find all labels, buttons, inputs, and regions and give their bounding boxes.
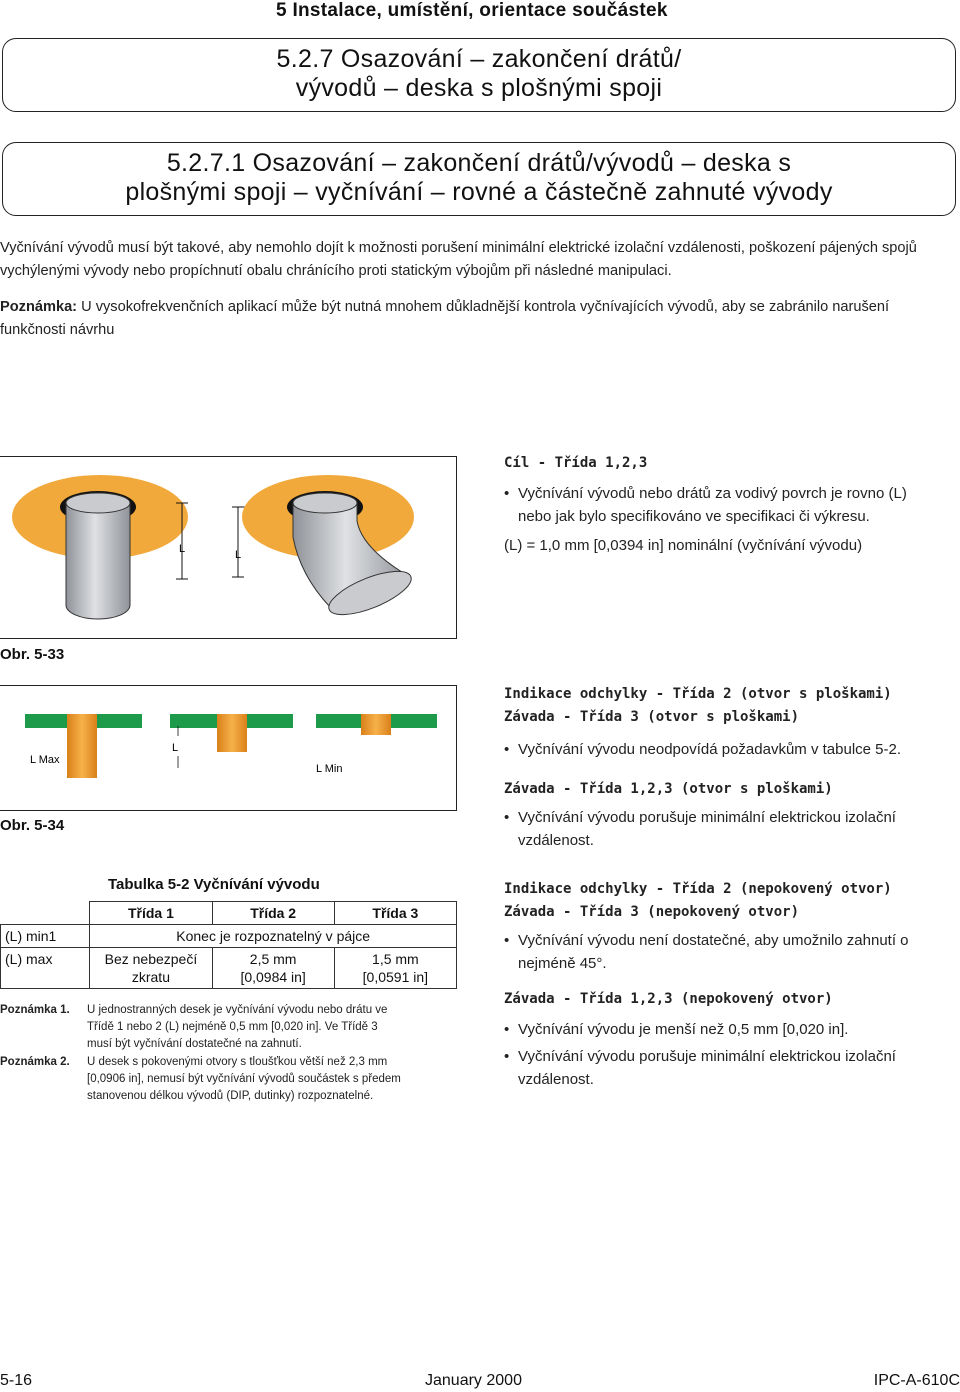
footer-doc: IPC-A-610C	[873, 1372, 960, 1389]
section-title	[3, 45, 955, 103]
block3-heading1: Indikace odchylky - Třída 2 (nepokovený otvor)	[504, 881, 892, 897]
figure-5-34-caption: Obr. 5-34	[0, 817, 65, 834]
bent-lead-top	[293, 493, 357, 513]
block3-bullet1: • Vyčnívání vývodu není dostatečné, aby umožnilo zahnutí o	[504, 932, 909, 949]
note-text: U vysokofrekvenčních aplikací může být nutná mnohem důkladnější kontrola vyčnívajících vývodů, aby se zabránilo narušení funkčnosti návrhu	[0, 299, 890, 338]
intro-paragraph: Vyčnívání vývodů musí být takové, aby nemohlo dojít k možnosti porušení minimální elektrické izolační vzdálenosti, poškození pájených spojů vychýlenými vývody nebo propíchnutí obalu chránícího proti statickým výbojům při následné manipulaci.	[0, 240, 917, 279]
subsection-title-box	[2, 142, 956, 216]
row1-value: Konec je rozpoznatelný v pájce	[90, 925, 457, 948]
block3-heading3: Závada - Třída 1,2,3 (nepokovený otvor)	[504, 991, 833, 1007]
target-heading: Cíl - Třída 1,2,3	[504, 455, 648, 471]
block2-bullet2: • Vyčnívání vývodu porušuje minimální elektrickou izolační	[504, 809, 896, 826]
target-formula: (L) = 1,0 mm [0,0394 in] nominální (vyčnívání vývodu)	[504, 537, 863, 554]
block2-bullet1: • Vyčnívání vývodu neodpovídá požadavkům v tabulce 5-2.	[504, 741, 902, 758]
table-5-2	[0, 901, 457, 989]
block2-bullet2-cont: vzdálenost.	[518, 832, 594, 849]
label-L-left: L	[179, 543, 186, 555]
block3-bullet3-cont: vzdálenost.	[518, 1071, 594, 1088]
section-title-line1: 5.2.7 Osazování – zakončení drátů/	[276, 45, 682, 73]
block3-bullet1-cont: nejméně 45°.	[518, 955, 607, 972]
lead-long	[67, 714, 97, 778]
subsection-title-line2: plošnými spoji – vyčnívání – rovné a částečně zahnuté vývody	[125, 178, 833, 206]
label-L-right: L	[235, 549, 242, 561]
footer-page: 5-16	[0, 1372, 33, 1389]
target-bullet-cont: nebo jak bylo specifikováno ve specifikaci či výkresu.	[518, 508, 870, 525]
target-block	[504, 455, 954, 557]
label-L-mid: L	[172, 742, 179, 754]
straight-lead-top	[66, 493, 130, 513]
block2-heading2: Závada - Třída 3 (otvor s ploškami)	[504, 709, 800, 725]
table-note-1: Poznámka 1. U jednostranných desek je vyčnívání vývodu nebo drátu ve Třídě 1 nebo 2 (L) nejméně 0,5 mm [0,020 in]. Ve Třídě 3 musí být vyčnívání dostatečné na zahnutí.	[0, 1004, 388, 1050]
figure-5-33-caption: Obr. 5-33	[0, 646, 65, 663]
figure-5-33-drawing	[0, 457, 456, 638]
subsection-title	[3, 149, 955, 207]
lead-short	[361, 714, 391, 735]
section-title-line2: vývodů – deska s plošnými spoji	[295, 74, 663, 102]
figure-5-34-drawing	[0, 686, 456, 810]
row1-label: (L) min1	[1, 925, 90, 948]
table-note-2: Poznámka 2. U desek s pokovenými otvory s tloušťkou větší než 2,3 mm [0,0906 in], nemusí být vyčnívání vývodů součástek s předem stanovenou délkou vývodů (DIP, dutinky) rozpoznatelné.	[0, 1056, 401, 1102]
chapter-header: 5 Instalace, umístění, orientace součástek	[276, 0, 668, 21]
figure-5-34	[0, 685, 457, 811]
deviation-block-unplated	[504, 878, 954, 1091]
intro-note	[0, 296, 955, 342]
block2-heading1: Indikace odchylky - Třída 2 (otvor s ploškami)	[504, 686, 892, 702]
row2-class3: 1,5 mm [0,0591 in]	[334, 948, 456, 989]
row2-class2: 2,5 mm [0,0984 in]	[212, 948, 334, 989]
header-class3: Třída 3	[334, 902, 456, 925]
deviation-block-plated	[504, 683, 954, 852]
footer-date: January 2000	[425, 1372, 522, 1389]
figure-5-33	[0, 456, 457, 639]
header-class2: Třída 2	[212, 902, 334, 925]
target-bullet: • Vyčnívání vývodů nebo drátů za vodivý povrch je rovno (L)	[504, 485, 907, 502]
note-label: Poznámka:	[0, 299, 78, 315]
subsection-title-line1: 5.2.7.1 Osazování – zakončení drátů/vývodů – deska s	[166, 149, 792, 177]
header-class1: Třída 1	[90, 902, 212, 925]
block3-bullet2: • Vyčnívání vývodu je menší než 0,5 mm [0,020 in].	[504, 1021, 849, 1038]
block3-heading2: Závada - Třída 3 (nepokovený otvor)	[504, 904, 800, 920]
block3-bullet3: • Vyčnívání vývodu porušuje minimální elektrickou izolační	[504, 1048, 896, 1065]
label-L-min: L Min	[316, 763, 343, 775]
row2-class1: Bez nebezpečí zkratu	[90, 948, 212, 989]
table-title: Tabulka 5-2 Vyčnívání vývodu	[108, 876, 320, 893]
straight-lead	[66, 503, 130, 619]
section-title-box	[2, 38, 956, 112]
table-notes	[0, 1002, 460, 1105]
lead-mid	[217, 714, 247, 752]
row2-label: (L) max	[1, 948, 90, 989]
block2-heading3: Závada - Třída 1,2,3 (otvor s ploškami)	[504, 781, 833, 797]
protrusion-table	[0, 901, 457, 989]
label-L-max: L Max	[30, 754, 60, 766]
